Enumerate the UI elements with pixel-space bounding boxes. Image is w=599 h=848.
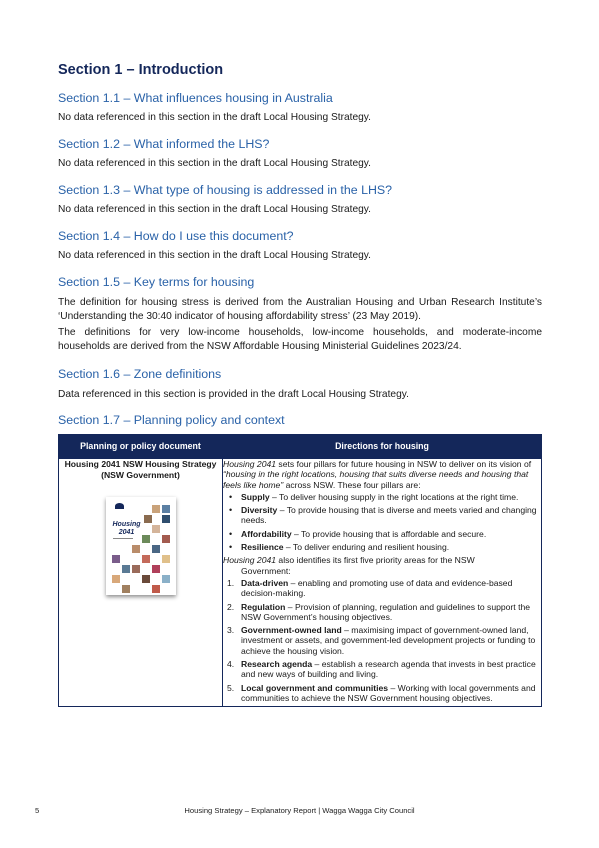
photo-tile	[142, 535, 150, 543]
nsw-logo-icon	[115, 503, 124, 509]
directions-cell	[223, 459, 542, 707]
heading-1-1: Section 1.1 – What influences housing in Australia	[58, 91, 333, 105]
photo-tile	[162, 555, 170, 563]
photo-tile	[142, 575, 150, 583]
photo-tile	[112, 575, 120, 583]
paragraph-1-5a: The definition for housing stress is derived from the Australian Housing and Urban Research Institute’s ‘Understanding the 30:40 indicator of housing affordability stress’ (23 May 2019).	[58, 297, 542, 322]
photo-tile	[152, 585, 160, 593]
heading-1-5: Section 1.5 – Key terms for housing	[58, 275, 255, 289]
list-item: 5. Local government and communities – Working with local governments and communities to achieve the NSW Government housing objectives.	[227, 682, 536, 703]
photo-tile	[144, 515, 152, 523]
paragraph-1-6: Data referenced in this section is provided in the draft Local Housing Strategy.	[58, 389, 409, 400]
page-number: 5	[35, 806, 40, 815]
photo-tile	[162, 505, 170, 513]
list-item: 1. Data-driven – enabling and promoting use of data and evidence-based decision-making.	[227, 577, 513, 599]
table-row	[59, 459, 542, 707]
photo-tile	[132, 565, 140, 573]
photo-tile	[162, 575, 170, 583]
cover-subtitle-line	[113, 538, 133, 539]
heading-1-6: Section 1.6 – Zone definitions	[58, 367, 222, 381]
table-header-row	[59, 435, 542, 459]
col-header-document: Planning or policy document	[59, 435, 223, 459]
list-item: 3. Government-owned land – maximising impact of government-owned land, investment or assets, and government-led development projects or funding to achieve the housing vision.	[227, 625, 536, 656]
list-item: • Affordability – To provide housing that is affordable and secure.	[241, 529, 541, 539]
priority-intro: Housing 2041 also identifies its first five priority areas for the NSW	[223, 555, 475, 566]
photo-tile	[152, 505, 160, 513]
heading-1-7: Section 1.7 – Planning policy and context	[58, 413, 285, 427]
photo-tile	[122, 565, 130, 573]
heading-1-3: Section 1.3 – What type of housing is addressed in the LHS?	[58, 183, 393, 197]
list-item: 4. Research agenda – establish a research agenda that invests in best practice and new ways of building and living.	[227, 659, 536, 680]
priorities-list	[223, 578, 541, 703]
paragraph-1-4: No data referenced in this section in the draft Local Housing Strategy.	[58, 250, 371, 261]
photo-tile	[152, 545, 160, 553]
priority-intro-cont: Government:	[241, 565, 291, 576]
pillars-list	[223, 492, 541, 552]
paragraph-1-1: No data referenced in this section in the draft Local Housing Strategy.	[58, 112, 371, 123]
heading-1-4: Section 1.4 – How do I use this document?	[58, 229, 294, 243]
paragraph-1-2: No data referenced in this section in the draft Local Housing Strategy.	[58, 158, 371, 169]
photo-tile	[132, 545, 140, 553]
intro-paragraph: Housing 2041 sets four pillars for future housing in NSW to deliver on its vision of “housing in the right locations, housing that suits diverse needs and housing that feels like home” across NSW. These four pillars are:	[223, 459, 532, 490]
document-cell	[59, 459, 223, 707]
paragraph-1-5b: The definitions for very low-income households, low-income households, and moderate-income households are derived from the NSW Affordable Housing Ministerial Guidelines 2023/24.	[58, 327, 542, 352]
paragraph-1-3: No data referenced in this section in the draft Local Housing Strategy.	[58, 204, 371, 215]
photo-tile	[112, 555, 120, 563]
photo-tile	[162, 535, 170, 543]
photo-tile	[152, 525, 160, 533]
list-item: • Supply – To deliver housing supply in the right locations at the right time.	[241, 492, 541, 502]
document-name: Housing 2041 NSW Housing Strategy	[64, 459, 217, 469]
photo-tile	[152, 565, 160, 573]
footer-text: Housing Strategy – Explanatory Report | Wagga Wagga City Council	[184, 806, 415, 815]
housing-2041-cover-image	[106, 497, 176, 595]
photo-tile	[122, 585, 130, 593]
list-item: 2. Regulation – Provision of planning, regulation and guidelines to support the NSW Government’s housing objectives.	[227, 601, 531, 622]
heading-1-2: Section 1.2 – What informed the LHS?	[58, 137, 270, 151]
cover-title: Housing 2041	[112, 521, 141, 536]
col-header-directions: Directions for housing	[223, 435, 542, 459]
list-item: • Diversity – To provide housing that is diverse and meets varied and changing needs.	[241, 505, 541, 526]
document-publisher: (NSW Government)	[101, 470, 180, 480]
policy-table	[58, 434, 542, 707]
section-title: Section 1 – Introduction	[58, 62, 224, 78]
list-item: • Resilience – To deliver enduring and resilient housing.	[241, 542, 541, 552]
photo-tile	[142, 555, 150, 563]
photo-tile	[162, 515, 170, 523]
